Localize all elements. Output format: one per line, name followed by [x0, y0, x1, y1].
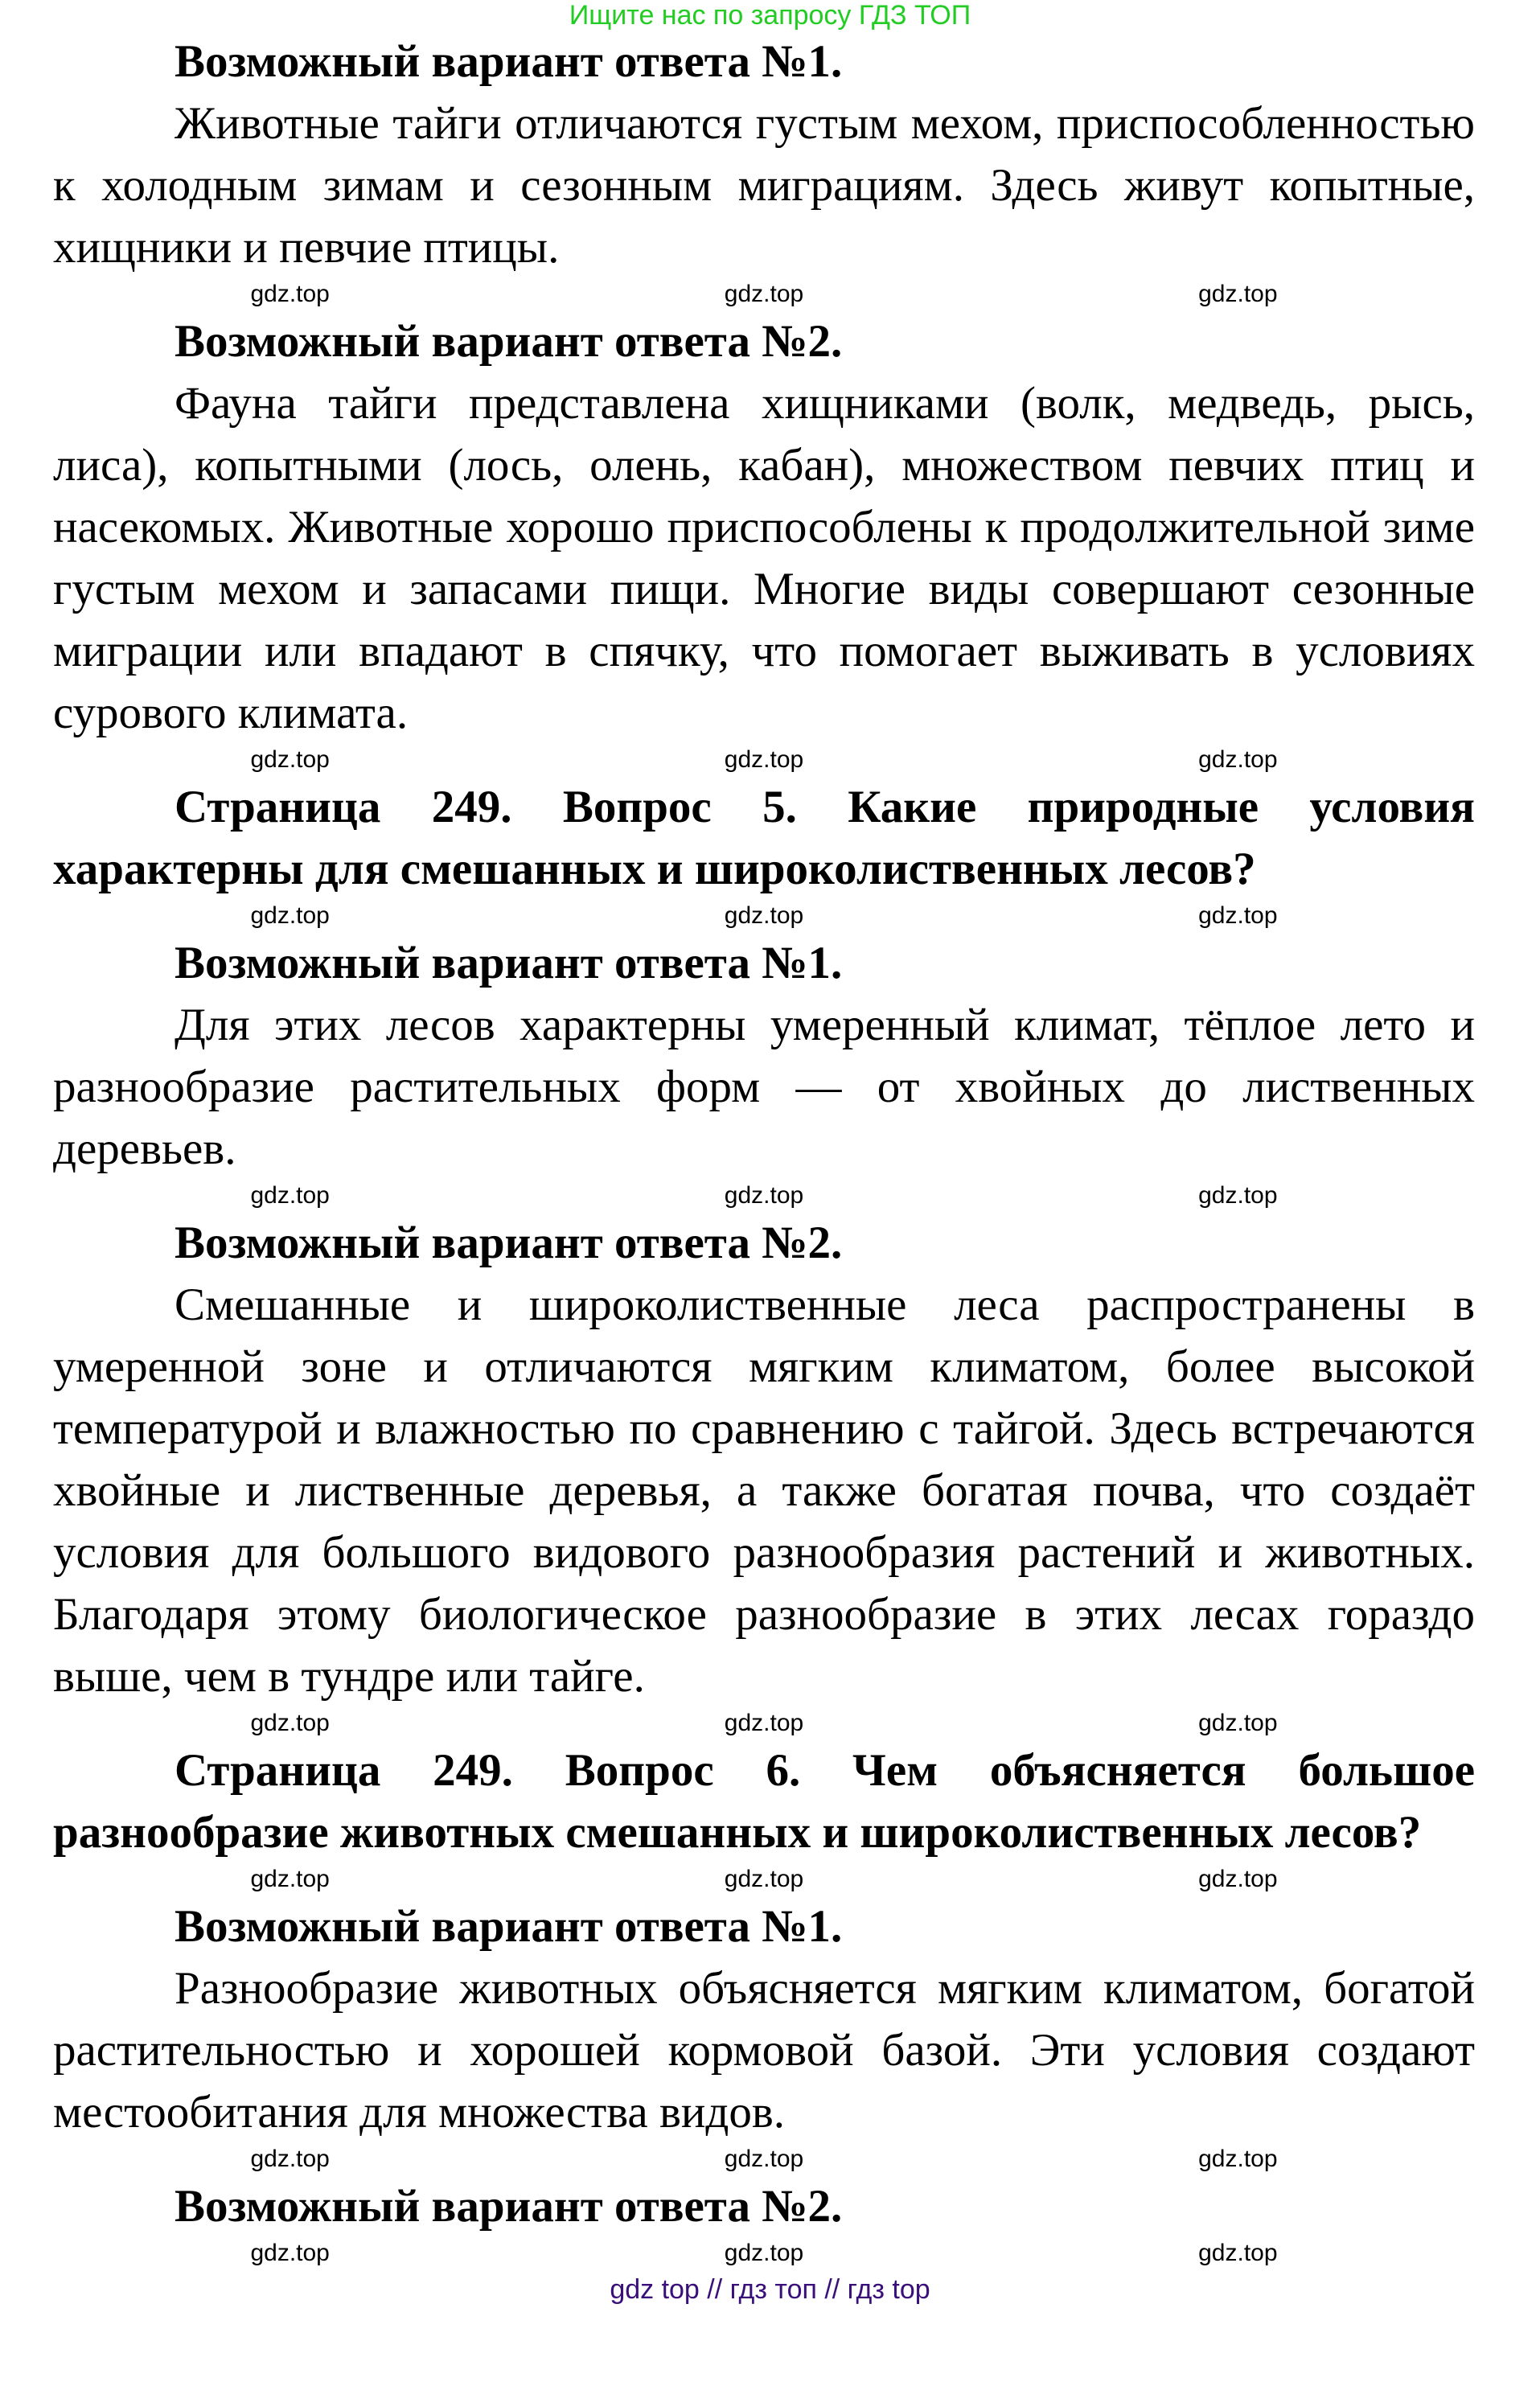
answer-heading: Возможный вариант ответа №2.	[175, 1218, 843, 1268]
watermark-text: gdz.top	[724, 1866, 804, 1892]
watermark-text: gdz.top	[724, 902, 804, 929]
answer-text: Для этих лесов характерны умеренный климат, тёплое лето и разнообразие растительных форм — от хвойных до лиственных деревьев.	[53, 1000, 1475, 1174]
watermark-row	[53, 1707, 1475, 1739]
footer-watermark: gdz top // гдз топ // гдз top	[610, 2274, 930, 2305]
watermark-text: gdz.top	[1198, 281, 1278, 307]
watermark-row	[53, 1863, 1475, 1895]
answer-text: Разнообразие животных объясняется мягким климатом, богатой растительностью и хорошей кормовой базой. Эти условия создают местообитания для множества видов.	[53, 1963, 1475, 2138]
question-heading: Страница 249. Вопрос 6. Чем объясняется большое разнообразие животных смешанных и широколиственных лесов?	[53, 1745, 1475, 1858]
answer-heading: Возможный вариант ответа №1.	[175, 36, 843, 87]
watermark-text: gdz.top	[1198, 1182, 1278, 1209]
watermark-row	[53, 900, 1475, 932]
answer-text: Смешанные и широколиственные леса распространены в умеренной зоне и отличаются мягким климатом, более высокой температурой и влажностью по сравнению с тайгой. Здесь встречаются хвойные и лиственные деревья, а также богатая почва, что создаёт условия для большого видового разнообразия растений и животных. Благодаря этому биологическое разнообразие в этих лесах гораздо выше, чем в тундре или тайге.	[53, 1279, 1475, 1702]
watermark-text: gdz.top	[1198, 2240, 1278, 2266]
question-heading: Страница 249. Вопрос 5. Какие природные условия характерны для смешанных и широколиственных лесов?	[53, 782, 1475, 894]
answer-text: Животные тайги отличаются густым мехом, приспособленностью к холодным зимам и сезонным миграциям. Здесь живут копытные, хищники и певчие птицы.	[53, 98, 1475, 273]
watermark-text: gdz.top	[1198, 2146, 1278, 2172]
watermark-text: gdz.top	[724, 1182, 804, 1209]
watermark-text: gdz.top	[250, 1710, 330, 1736]
watermark-text: gdz.top	[724, 2146, 804, 2172]
watermark-text: gdz.top	[1198, 746, 1278, 773]
watermark-text: gdz.top	[250, 902, 330, 929]
watermark-text: gdz.top	[1198, 902, 1278, 929]
answer-text: Фауна тайги представлена хищниками (волк, медведь, рысь, лиса), копытными (лось, олень, кабан), множеством певчих птиц и насекомых. Животные хорошо приспособлены к продолжительной зиме густым мехом и запасами пищи. Многие виды совершают сезонные миграции или впадают в спячку, что помогает выживать в условиях сурового климата.	[53, 378, 1475, 738]
watermark-text: gdz.top	[724, 746, 804, 773]
watermark-text: gdz.top	[250, 746, 330, 773]
watermark-text: gdz.top	[250, 2146, 330, 2172]
watermark-text: gdz.top	[724, 1710, 804, 1736]
watermark-text: gdz.top	[1198, 1866, 1278, 1892]
watermark-text: gdz.top	[1198, 1710, 1278, 1736]
watermark-text: gdz.top	[250, 2240, 330, 2266]
watermark-row	[53, 278, 1475, 310]
search-banner: Ищите нас по запросу ГДЗ ТОП	[569, 0, 971, 31]
watermark-text: gdz.top	[250, 1866, 330, 1892]
watermark-row	[53, 2237, 1475, 2269]
answer-heading: Возможный вариант ответа №1.	[175, 1901, 843, 1952]
watermark-row	[53, 744, 1475, 776]
watermark-text: gdz.top	[250, 1182, 330, 1209]
answer-heading: Возможный вариант ответа №2.	[175, 316, 843, 367]
document-content	[0, 31, 1540, 2269]
watermark-text: gdz.top	[724, 281, 804, 307]
answer-heading: Возможный вариант ответа №1.	[175, 938, 843, 988]
watermark-row	[53, 1180, 1475, 1212]
watermark-text: gdz.top	[724, 2240, 804, 2266]
watermark-row	[53, 2143, 1475, 2175]
watermark-text: gdz.top	[250, 281, 330, 307]
answer-heading: Возможный вариант ответа №2.	[175, 2181, 843, 2232]
